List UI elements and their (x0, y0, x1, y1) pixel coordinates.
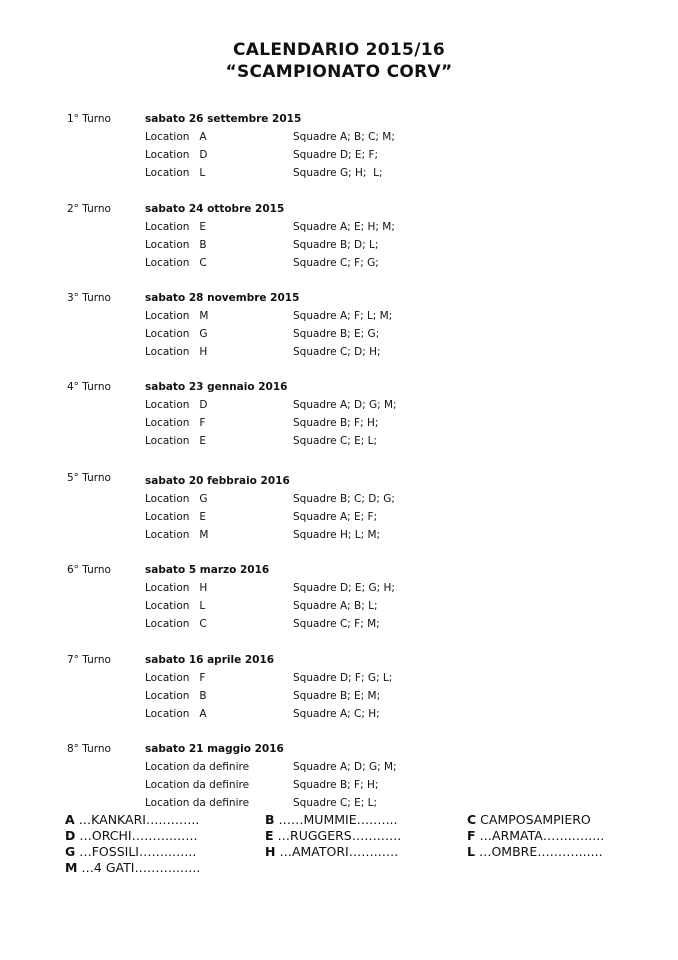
location-label: Location A (145, 131, 207, 143)
page-title: CALENDARIO 2015/16 (233, 40, 445, 60)
legend-team-name: …ARMATA……..….... (475, 828, 605, 843)
match-row (0, 600, 678, 616)
match-row (0, 690, 678, 706)
legend-letter: L (467, 844, 475, 859)
legend-entry (467, 828, 604, 843)
location-label: Location L (145, 167, 206, 179)
teams-label: Squadre C; F; M; (293, 618, 380, 630)
round-label: 2° Turno (67, 203, 111, 215)
legend-entry (467, 844, 603, 859)
round-label: 4° Turno (67, 381, 111, 393)
legend-entry (65, 860, 200, 875)
match-row (0, 672, 678, 688)
teams-label: Squadre D; F; G; L; (293, 672, 393, 684)
legend-letter: H (265, 844, 276, 859)
legend-entry (265, 812, 398, 827)
location-label: Location G (145, 328, 208, 340)
location-label: Location H (145, 346, 208, 358)
match-row (0, 797, 678, 813)
location-label: Location E (145, 435, 207, 447)
location-label: Location C (145, 257, 207, 269)
location-label: Location H (145, 582, 208, 594)
match-row (0, 529, 678, 545)
teams-label: Squadre A; E; H; M; (293, 221, 395, 233)
teams-label: Squadre A; B; C; M; (293, 131, 395, 143)
round-date: sabato 5 marzo 2016 (145, 564, 270, 576)
teams-label: Squadre B; C; D; G; (293, 493, 395, 505)
match-row (0, 708, 678, 724)
legend-team-name: …ORCHI………..….. (75, 828, 198, 843)
location-label: Location D (145, 399, 208, 411)
teams-label: Squadre C; D; H; (293, 346, 381, 358)
location-label: Location A (145, 708, 207, 720)
round-label: 8° Turno (67, 743, 111, 755)
round-date: sabato 23 gennaio 2016 (145, 381, 288, 393)
teams-label: Squadre B; E; G; (293, 328, 380, 340)
location-label: Location da definire (145, 761, 250, 773)
page-subtitle: “SCAMPIONATO CORV” (225, 62, 453, 82)
teams-label: Squadre C; E; L; (293, 797, 378, 809)
teams-label: Squadre A; B; L; (293, 600, 378, 612)
teams-label: Squadre H; L; M; (293, 529, 381, 541)
legend-entry (65, 812, 199, 827)
legend-letter: G (65, 844, 76, 859)
round-date: sabato 28 novembre 2015 (145, 292, 300, 304)
round-label: 6° Turno (67, 564, 111, 576)
legend-entry (65, 828, 197, 843)
legend-letter: M (65, 860, 78, 875)
legend-letter: A (65, 812, 75, 827)
match-row (0, 239, 678, 255)
location-label: Location M (145, 310, 209, 322)
location-label: Location F (145, 672, 206, 684)
match-row (0, 149, 678, 165)
location-label: Location da definire (145, 797, 250, 809)
teams-label: Squadre D; E; G; H; (293, 582, 395, 594)
legend-team-name: …AMATORI…….….. (275, 844, 399, 859)
match-row (0, 131, 678, 147)
match-row (0, 511, 678, 527)
legend-team-name: …4 GATI………..….. (77, 860, 201, 875)
match-row (0, 618, 678, 634)
round-date: sabato 16 aprile 2016 (145, 654, 275, 666)
match-row (0, 582, 678, 598)
teams-label: Squadre A; E; F; (293, 511, 378, 523)
match-row (0, 346, 678, 362)
location-label: Location M (145, 529, 209, 541)
round-label: 1° Turno (67, 113, 111, 125)
legend-letter: F (467, 828, 476, 843)
match-row (0, 221, 678, 237)
round-label: 5° Turno (67, 472, 111, 484)
teams-label: Squadre B; F; H; (293, 779, 379, 791)
match-row (0, 310, 678, 326)
match-row (0, 779, 678, 795)
teams-label: Squadre C; E; L; (293, 435, 378, 447)
teams-label: Squadre B; E; M; (293, 690, 381, 702)
teams-label: Squadre B; D; L; (293, 239, 379, 251)
match-row (0, 167, 678, 183)
legend-team-name: …KANKARI….……... (74, 812, 200, 827)
legend-entry (65, 844, 196, 859)
location-label: Location B (145, 239, 207, 251)
location-label: Location B (145, 690, 207, 702)
match-row (0, 328, 678, 344)
location-label: Location L (145, 600, 206, 612)
legend-entry (265, 844, 398, 859)
legend-team-name: …FOSSILI……..…... (75, 844, 197, 859)
location-label: Location F (145, 417, 206, 429)
teams-label: Squadre D; E; F; (293, 149, 379, 161)
location-label: Location C (145, 618, 207, 630)
legend-team-name: …OMBRE….……...... (474, 844, 603, 859)
legend-letter: D (65, 828, 76, 843)
match-row (0, 417, 678, 433)
round-date: sabato 24 ottobre 2015 (145, 203, 285, 215)
location-label: Location D (145, 149, 208, 161)
teams-label: Squadre A; D; G; M; (293, 761, 397, 773)
round-date: sabato 21 maggio 2016 (145, 743, 284, 755)
teams-label: Squadre B; F; H; (293, 417, 379, 429)
teams-label: Squadre G; H; L; (293, 167, 383, 179)
match-row (0, 761, 678, 777)
match-row (0, 493, 678, 509)
legend-entry (265, 828, 401, 843)
location-label: Location da definire (145, 779, 250, 791)
match-row (0, 399, 678, 415)
location-label: Location G (145, 493, 208, 505)
match-row (0, 435, 678, 451)
round-date: sabato 26 settembre 2015 (145, 113, 302, 125)
location-label: Location E (145, 221, 207, 233)
location-label: Location E (145, 511, 207, 523)
legend-letter: E (265, 828, 274, 843)
legend-team-name: …RUGGERS…….….. (273, 828, 402, 843)
teams-label: Squadre A; C; H; (293, 708, 380, 720)
legend-team-name: CAMPOSAMPIERO (476, 812, 591, 827)
legend-team-name: ……MUMMIE….…... (274, 812, 398, 827)
teams-label: Squadre C; F; G; (293, 257, 379, 269)
legend-letter: C (467, 812, 477, 827)
round-label: 3° Turno (67, 292, 111, 304)
legend-entry (467, 812, 591, 827)
round-label: 7° Turno (67, 654, 111, 666)
match-row (0, 257, 678, 273)
legend-letter: B (265, 812, 275, 827)
teams-label: Squadre A; F; L; M; (293, 310, 393, 322)
teams-label: Squadre A; D; G; M; (293, 399, 397, 411)
round-date: sabato 20 febbraio 2016 (145, 475, 290, 487)
